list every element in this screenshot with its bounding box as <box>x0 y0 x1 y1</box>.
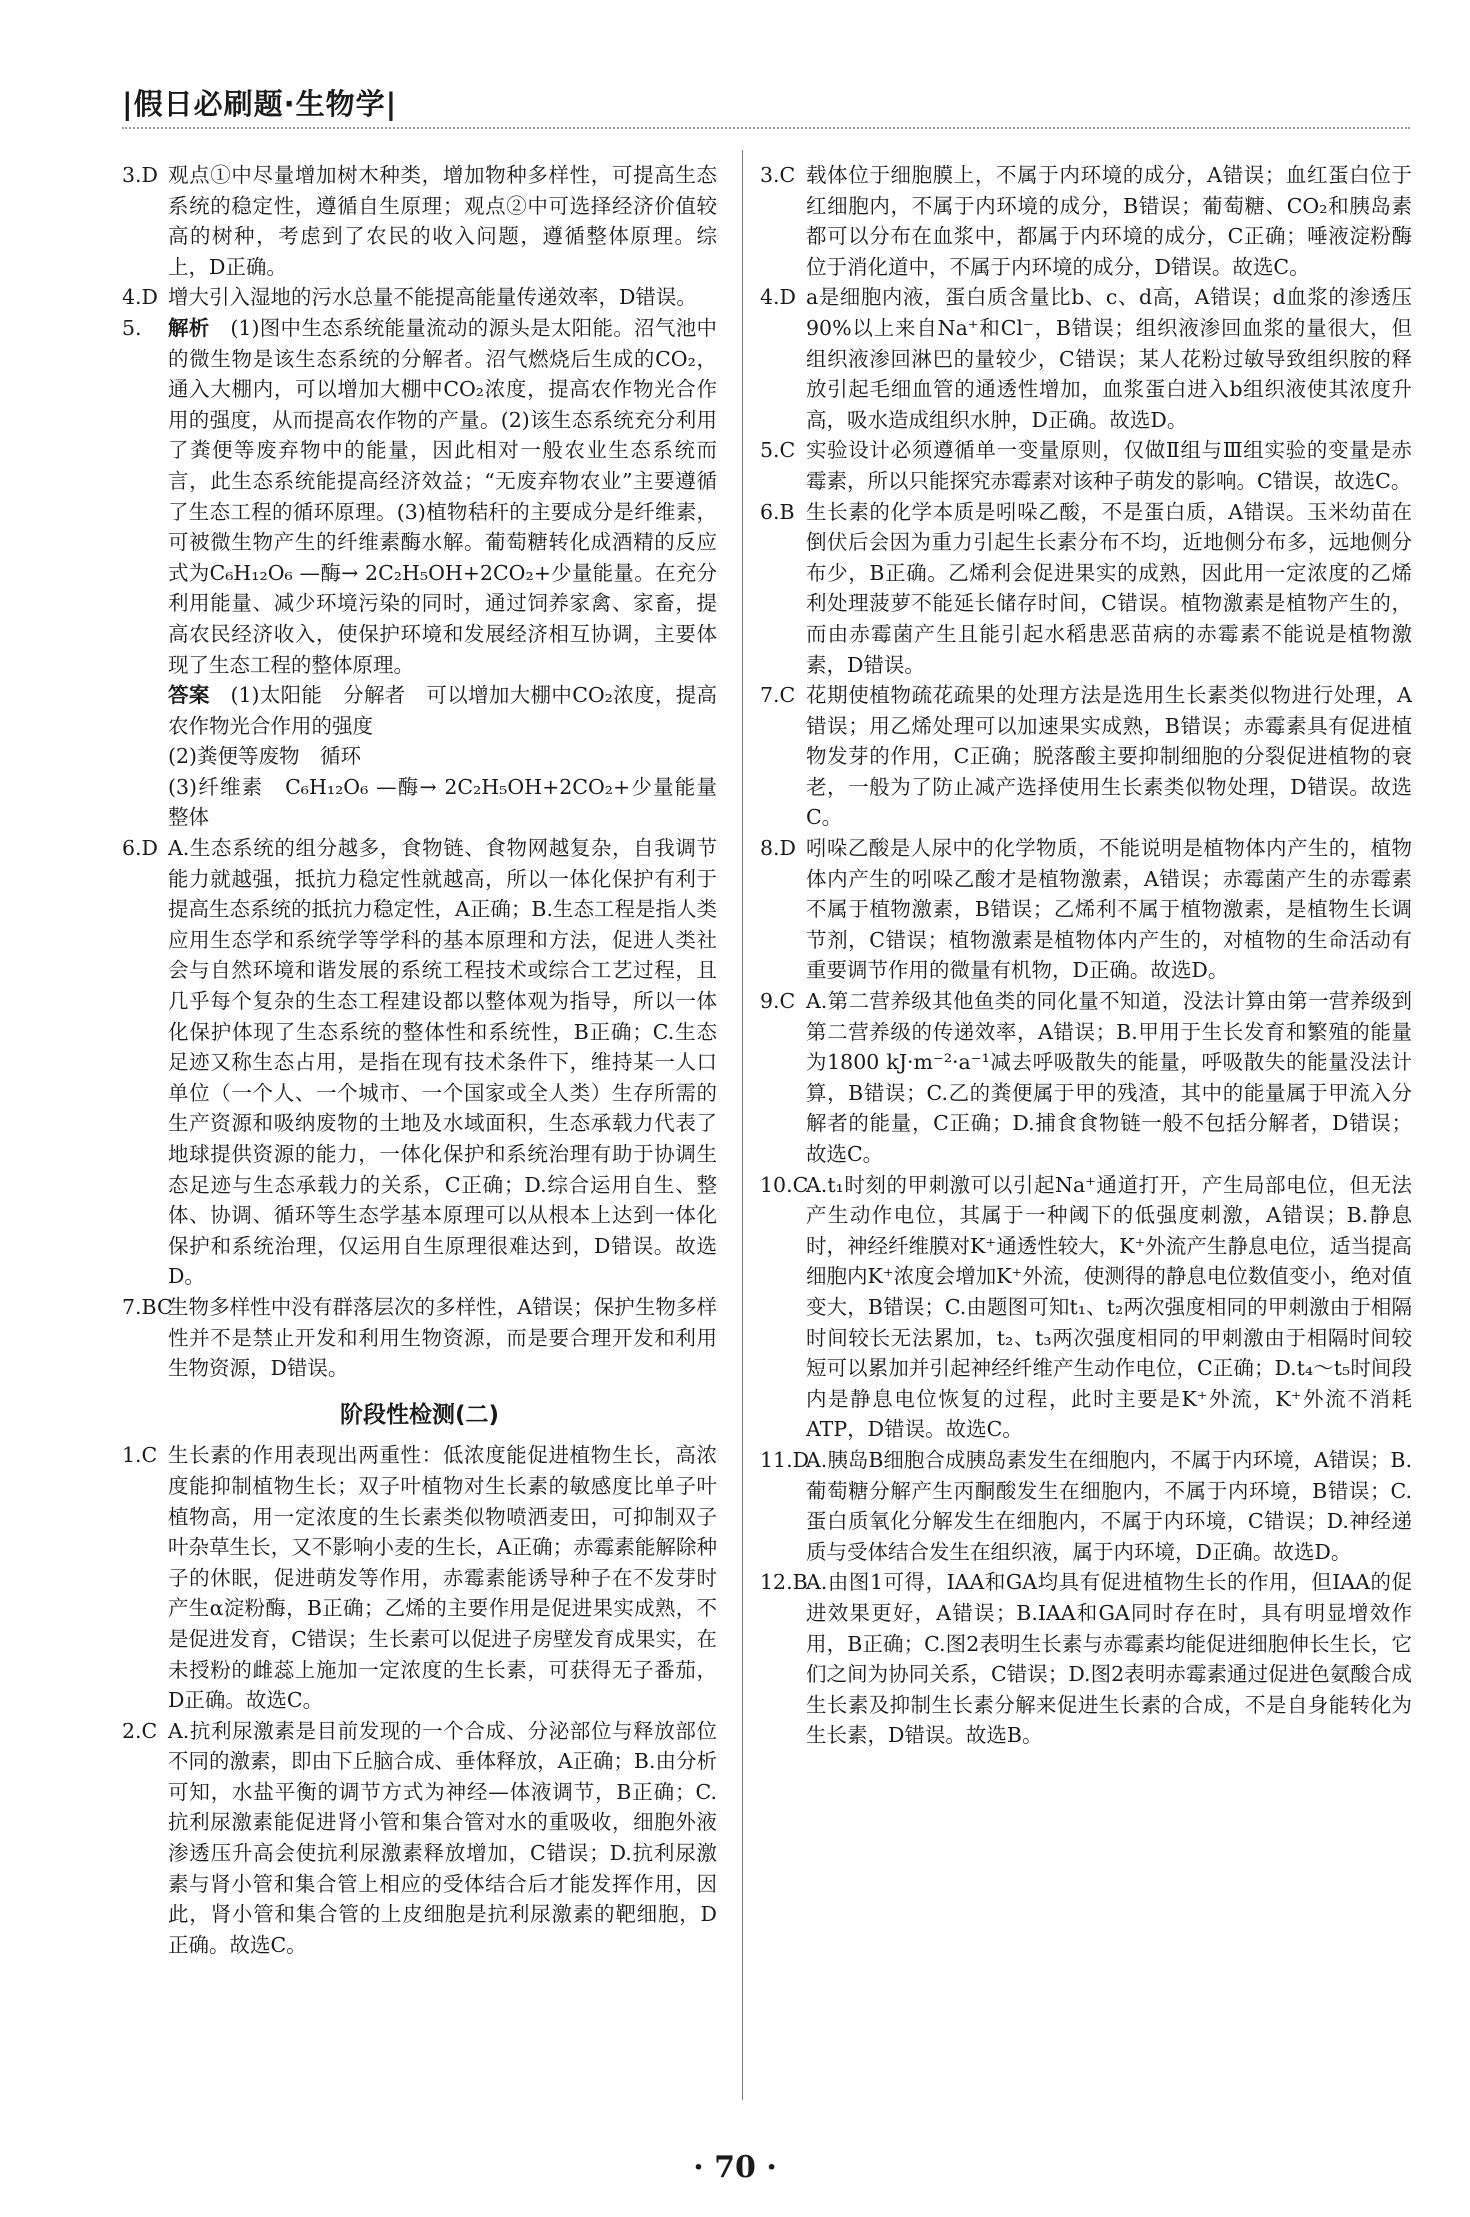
item-text: 生物多样性中没有群落层次的多样性，A错误；保护生物多样性并不是禁止开发和利用生物资源，而是要合理开发和利用生物资源，D错误。 <box>168 1294 717 1381</box>
answer-item <box>760 497 1412 681</box>
item-number: 2.C <box>122 1718 158 1743</box>
item-text: 花期使植物疏花疏果的处理方法是选用生长素类似物进行处理，A错误；用乙烯处理可以加速果实成熟，B错误；赤霉素具有促进植物发芽的作用，C正确；脱落酸主要抑制细胞的分裂促进植物的衰老，一般为了防止减产选择使用生长素类似物处理，D错误。故选C。 <box>806 683 1412 830</box>
answer-item <box>760 986 1412 1170</box>
item-number: 7.BC <box>122 1294 173 1319</box>
item-number: 6.D <box>122 836 158 861</box>
item-number: 5. <box>122 315 142 340</box>
analysis-label: 解析 <box>168 315 210 340</box>
item-number: 6.B <box>760 499 795 524</box>
item-text: A.生态系统的组分越多，食物链、食物网越复杂，自我调节能力就越强，抵抗力稳定性就越高，所以一体化保护有利于提高生态系统的抵抗力稳定性，A正确；B.生态工程是指人类应用生态学和系统学等学科的基本原理和方法，促进人类社会与自然环境和谐发展的系统工程技术或综合工艺过程，且几乎每个复杂的生态工程建设都以整体观为指导，所以一体化保护体现了生态系统的整体性和系统性，B正确；C.生态足迹又称生态占用，是指在现有技术条件下，维持某一人口单位（一个人、一个城市、一个国家或全人类）生存所需的生产资源和吸纳废物的土地及水域面积，生态承载力代表了地球提供资源的能力，一体化保护和系统治理有助于协调生态足迹与生态承载力的关系，C正确；D.综合运用自生、整体、协调、循环等生态学基本原理可以从根本上达到一体化保护和系统治理，仅运用自生原理很难达到，D错误。故选D。 <box>168 836 717 1289</box>
item-number: 9.C <box>760 989 796 1014</box>
item-number: 8.D <box>760 836 796 861</box>
item-text: A.抗利尿激素是目前发现的一个合成、分泌部位与释放部位不同的激素，即由下丘脑合成、垂体释放，A正确；B.由分析可知，水盐平衡的调节方式为神经—体液调节，B正确；C.抗利尿激素能促进肾小管和集合管对水的重吸收，细胞外液渗透压升高会使抗利尿激素释放增加，C错误；D.抗利尿激素与肾小管和集合管上相应的受体结合后才能发挥作用，因此，肾小管和集合管的上皮细胞是抗利尿激素的靶细胞，D正确。故选C。 <box>168 1718 717 1957</box>
answer-item <box>760 1445 1412 1567</box>
answer-item <box>122 160 717 282</box>
analysis-text: (1)图中生态系统能量流动的源头是太阳能。沼气池中的微生物是该生态系统的分解者。沼气燃烧后生成的CO₂，通入大棚内，可以增加大棚中CO₂浓度，提高农作物光合作用的强度，从而提高农作物的产量。(2)该生态系统充分利用了粪便等废弃物中的能量，因此相对一般农业生态系统而言，此生态系统能提高经济效益；“无废弃物农业”主要遵循了生态工程的循环原理。(3)植物秸秆的主要成分是纤维素，可被微生物产生的纤维素酶水解。葡萄糖转化成酒精的反应式为C₆H₁₂O₆ —酶→ 2C₂H₅OH+2CO₂+少量能量。在充分利用能量、减少环境污染的同时，通过饲养家禽、家畜，提高农民经济收入，使保护环境和发展经济相互协调，主要体现了生态工程的整体原理。 <box>168 315 718 677</box>
item-number: 3.D <box>122 163 158 187</box>
item-text: 观点①中尽量增加树木种类，增加物种多样性，可提高生态系统的稳定性，遵循自生原理；观点②中可选择经济价值较高的树种，考虑到了农民的收入问题，遵循整体原理。综上，D正确。 <box>168 163 717 279</box>
left-column <box>122 160 738 1960</box>
answer-item <box>122 313 738 833</box>
answer-text: (2)粪便等废物 循环 <box>168 744 362 769</box>
item-text: A.第二营养级其他鱼类的同化量不知道，没法计算由第一营养级到第二营养级的传递效率，A错误；B.甲用于生长发育和繁殖的能量为1800 kJ·m⁻²·a⁻¹减去呼吸散失的能量，呼吸散失的能量没法计算，B错误；C.乙的粪便属于甲的残渣，其中的能量属于甲流入分解者的能量，C正确；D.捕食食物链一般不包括分解者，D错误；故选C。 <box>806 989 1412 1166</box>
item-text: 增大引入湿地的污水总量不能提高能量传递效率，D错误。 <box>168 285 697 310</box>
item-text: 载体位于细胞膜上，不属于内环境的成分，A错误；血红蛋白位于红细胞内，不属于内环境的成分，B错误；葡萄糖、CO₂和胰岛素都可以分布在血浆中，都属于内环境的成分，C正确；唾液淀粉酶位于消化道中，不属于内环境的成分，D错误。故选C。 <box>806 163 1412 279</box>
answer-item <box>122 1292 717 1384</box>
page-header: |假日必刷题·生物学| <box>122 87 398 121</box>
item-text: 生长素的作用表现出两重性：低浓度能促进植物生长，高浓度能抑制植物生长；双子叶植物对生长素的敏感度比单子叶植物高，用一定浓度的生长素类似物喷洒麦田，可抑制双子叶杂草生长，又不影响小麦的生长，A正确；赤霉素能解除种子的休眠，促进萌发等作用，赤霉素能诱导种子在不发芽时产生α淀粉酶，B正确；乙烯的主要作用是促进果实成熟，不是促进发育，C错误；生长素可以促进子房壁发育成果实，在未授粉的雌蕊上施加一定浓度的生长素，可获得无子番茄，D正确。故选C。 <box>168 1443 717 1713</box>
item-number: 3.C <box>760 163 796 187</box>
item-number: 12.B <box>760 1570 808 1595</box>
answer-label: 答案 <box>168 683 210 708</box>
answer-item <box>122 1716 717 1961</box>
item-text: A.胰岛B细胞合成胰岛素发生在细胞内，不属于内环境，A错误；B.葡萄糖分解产生丙酮酸发生在细胞内，不属于内环境，B错误；C.蛋白质氧化分解发生在细胞内，不属于内环境，C错误；D.神经递质与受体结合发生在组织液，属于内环境，D正确。故选D。 <box>806 1447 1412 1564</box>
item-number: 1.C <box>122 1443 158 1468</box>
page-number: · 70 · <box>693 2150 777 2185</box>
item-number: 4.D <box>122 285 158 310</box>
item-text: A.t₁时刻的甲刺激可以引起Na⁺通道打开，产生局部电位，但无法产生动作电位，其属于一种阈下的低强度刺激，A错误；B.静息时，神经纤维膜对K⁺通透性较大，K⁺外流产生静息电位，适当提高细胞内K⁺浓度会增加K⁺外流，使测得的静息电位数值变小，绝对值变大，B错误；C.由题图可知t₁、t₂两次强度相同的甲刺激由于相隔时间较长无法累加，t₂、t₃两次强度相同的甲刺激由于相隔时间较短可以累加并引起神经纤维产生动作电位，C正确；D.t₄～t₅时间段内是静息电位恢复的过程，此时主要是K⁺外流，K⁺外流不消耗ATP，D错误。故选C。 <box>806 1172 1412 1442</box>
section-title: 阶段性检测(二) <box>339 1401 500 1428</box>
item-text: 生长素的化学本质是吲哚乙酸，不是蛋白质，A错误。玉米幼苗在倒伏后会因为重力引起生长素分布不均，近地侧分布多，远地侧分布少，B正确。乙烯利会促进果实的成熟，因此用一定浓度的乙烯利处理菠萝不能延长储存时间，C错误。植物激素是植物产生的，而由赤霉菌产生且能引起水稻患恶苗病的赤霉素不能说是植物激素，D错误。 <box>806 499 1412 677</box>
answer-item <box>760 833 1412 986</box>
answer-paragraph <box>168 680 717 741</box>
item-number: 5.C <box>760 438 796 463</box>
item-text: 实验设计必须遵循单一变量原则，仅做Ⅱ组与Ⅲ组实验的变量是赤霉素，所以只能探究赤霉素对该种子萌发的影响。C错误，故选C。 <box>806 438 1412 493</box>
answer-item <box>760 1170 1412 1445</box>
item-number: 7.C <box>760 683 796 708</box>
answer-item <box>760 1567 1412 1751</box>
answer-item <box>760 435 1412 496</box>
header-rule <box>122 127 1410 129</box>
answer-item <box>122 833 717 1292</box>
answer-item <box>122 282 717 313</box>
answer-text: (1)太阳能 分解者 可以增加大棚中CO₂浓度，提高农作物光合作用的强度 <box>168 683 718 738</box>
answer-item <box>760 282 1412 435</box>
analysis-paragraph <box>168 313 717 680</box>
item-number: 11.D <box>760 1447 810 1472</box>
item-number: 4.D <box>760 285 796 310</box>
answer-text: (3)纤维素 C₆H₁₂O₆ —酶→ 2C₂H₅OH+2CO₂+少量能量 整体 <box>168 774 738 830</box>
answer-item <box>760 160 1412 282</box>
answer-item <box>122 1440 717 1715</box>
column-divider <box>742 150 743 2100</box>
item-number: 10.C <box>760 1172 809 1197</box>
answer-item <box>760 680 1412 833</box>
item-text: 吲哚乙酸是人尿中的化学物质，不能说明是植物体内产生的，植物体内产生的吲哚乙酸才是植物激素，A错误；赤霉菌产生的赤霉素不属于植物激素，B错误；乙烯利不属于植物激素，是植物生长调节剂，C错误；植物激素是植物体内产生的，对植物的生命活动有重要调节作用的微量有机物，D正确。故选D。 <box>806 836 1412 983</box>
item-body <box>168 313 738 833</box>
item-text: A.由图1可得，IAA和GA均具有促进植物生长的作用，但IAA的促进效果更好，A错误；B.IAA和GA同时存在时，具有明显增效作用，B正确；C.图2表明生长素与赤霉素均能促进细胞伸长生长，它们之间为协同关系，C错误；D.图2表明赤霉素通过促进色氨酸合成生长素及抑制生长素分解来促进生长素的合成，不是自身能转化为生长素，D错误。故选B。 <box>806 1570 1412 1748</box>
right-column <box>760 160 1412 1751</box>
item-text: a是细胞内液，蛋白质含量比b、c、d高，A错误；d血浆的渗透压90%以上来自Na⁺和Cl⁻，B错误；组织液渗回血浆的量很大，但组织液渗回淋巴的量较少，C错误；某人花粉过敏导致组织胺的释放引起毛细血管的通透性增加，血浆蛋白进入b组织液使其浓度升高，吸水造成组织水肿，D正确。故选D。 <box>806 285 1412 432</box>
